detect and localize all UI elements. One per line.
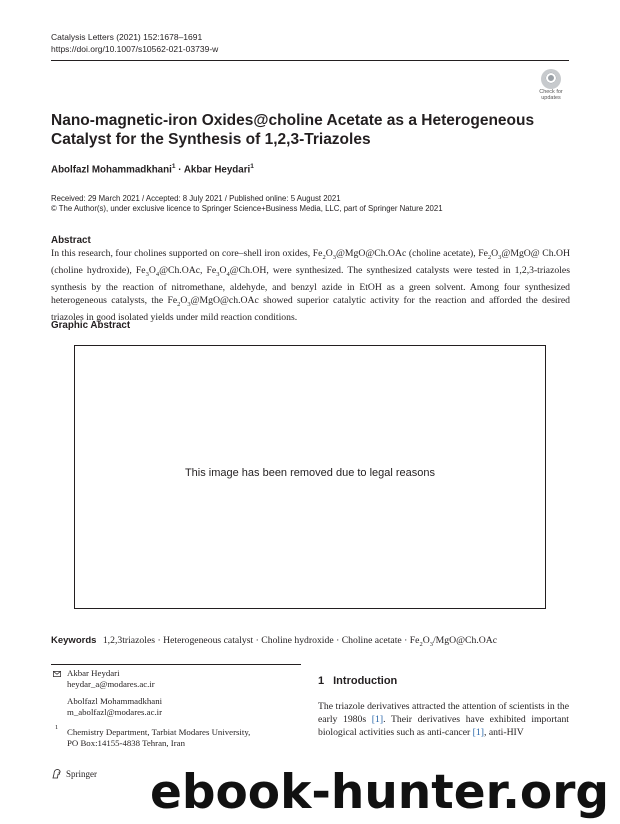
- contact-name: Akbar Heydari: [67, 668, 120, 678]
- author-list: [51, 163, 254, 175]
- contact-name: Abolfazl Mohammadkhani: [67, 696, 163, 706]
- author-affiliation-mark: 1: [250, 163, 254, 170]
- check-updates-label-1: Check for: [539, 89, 563, 95]
- keywords-list: 1,2,3triazoles · Heterogeneous catalyst · Choline hydroxide · Choline acetate · $Fe_2O_3/MgO@Ch.OAc$: [102, 635, 498, 648]
- check-updates-ring-icon: [546, 73, 556, 83]
- affiliation-line-2: PO Box:14155-4838 Tehran, Iran: [67, 738, 185, 748]
- keywords-line: [51, 635, 571, 648]
- introduction-text: The triazole derivatives attracted the attention of scientists in the early 1980s [1]. Their derivatives have exhibited important biological activities such as anti-cancer [1], anti-HIV: [318, 701, 569, 738]
- article-title: [51, 111, 551, 149]
- graphic-abstract-heading: Graphic Abstract: [51, 320, 131, 331]
- header-divider: [51, 60, 569, 61]
- watermark-text: ebook-hunter.org: [150, 765, 610, 820]
- article-title-line-1: Nano-magnetic-iron Oxides@choline Acetate as a Heterogeneous: [51, 112, 535, 129]
- publisher-name: Springer: [66, 768, 97, 779]
- publication-dates: [51, 194, 443, 214]
- doi-link[interactable]: https://doi.org/10.1007/s10562-021-03739-w: [51, 44, 219, 54]
- affiliation-number: 1: [55, 724, 59, 731]
- removed-image-notice: This image has been removed due to legal reasons: [184, 467, 436, 479]
- author-name[interactable]: Akbar Heydari: [183, 164, 251, 176]
- author-name[interactable]: Abolfazl Mohammadkhani: [51, 164, 172, 176]
- section-title: Introduction: [333, 675, 398, 687]
- second-author-contact: [67, 696, 162, 718]
- introduction-heading: [318, 675, 397, 687]
- author-affiliation-mark: 1: [171, 163, 176, 170]
- springer-horse-icon: [51, 768, 62, 779]
- check-updates-label-2: updates: [541, 95, 561, 101]
- section-number: 1: [318, 675, 325, 687]
- author-separator: ·: [178, 164, 182, 176]
- graphic-abstract-frame: [74, 345, 546, 609]
- publisher-footer: [51, 768, 97, 779]
- affiliation-text: [67, 727, 250, 749]
- affiliation-line-1: Chemistry Department, Tarbiat Modares University,: [67, 727, 251, 737]
- envelope-icon: [53, 671, 61, 677]
- abstract-text: In this research, four cholines supported on core–shell iron oxides, $Fe_2O_3@MgO@Ch.OAc$ (choline acetate), $Fe_2O_3@MgO@$ Ch.OH (choline hydroxide), $Fe_3O_4@Ch.OAc$, $Fe_3O_4@Ch.OH$, were synthesized. The synthesized catalysts were tested in 1,2,3-triazoles synthesis by the reaction of nitromethane, aldehyde, and benzyl azide in EtOH as a green solvent. Among four synthesized heterogeneous catalysts, the $Fe_2O_3@MgO@ch.OAc$ showed superior catalytic activity for the reaction and afforded the desired triazoles in good isolated yields under mild reaction conditions.: [51, 248, 570, 323]
- history-dates: Received: 29 March 2021 / Accepted: 8 July 2021 / Published online: 5 August 2021: [51, 194, 341, 203]
- copyright-notice: © The Author(s), under exclusive licence to Springer Science+Business Media, LLC, part of Springer Nature 2021: [51, 204, 443, 213]
- keywords-heading: Keywords: [51, 635, 97, 646]
- check-for-updates-badge[interactable]: [535, 68, 567, 100]
- corresponding-author-contact: [67, 668, 155, 690]
- abstract-heading: Abstract: [51, 235, 91, 246]
- article-title-line-2: Catalyst for the Synthesis of 1,2,3-Triazoles: [51, 131, 371, 148]
- contact-email[interactable]: m_abolfazl@modares.ac.ir: [67, 707, 163, 717]
- journal-citation: Catalysis Letters (2021) 152:1678–1691: [51, 32, 203, 42]
- journal-citation-block: [51, 31, 218, 55]
- contact-email[interactable]: heydar_a@modares.ac.ir: [67, 679, 155, 689]
- footnote-divider: [51, 664, 301, 665]
